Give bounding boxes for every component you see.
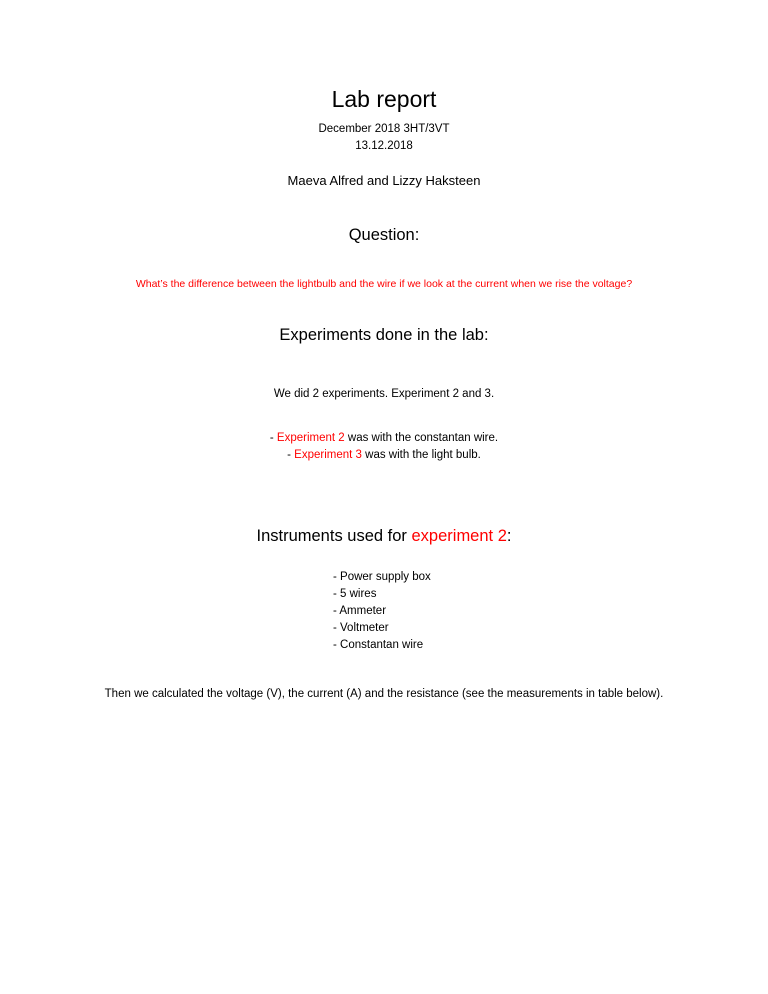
instruments-heading-prefix: Instruments used for: [256, 527, 412, 545]
instrument-item: - Ammeter: [333, 605, 387, 617]
experiments-intro: We did 2 experiments. Experiment 2 and 3.: [273, 388, 495, 400]
question-heading: Question:: [348, 226, 420, 244]
experiment-item-prefix: -: [287, 449, 295, 461]
experiment-item: [0, 447, 768, 463]
instruments-list: [333, 569, 431, 654]
experiment-item-text: was with the light bulb.: [361, 449, 481, 461]
instrument-item: - Power supply box: [333, 571, 431, 583]
calculation-paragraph: Then we calculated the voltage (V), the current (A) and the resistance (see the measurements in table below).: [104, 688, 664, 700]
instruments-heading-suffix: :: [506, 527, 512, 545]
question-text: What’s the difference between the lightbulb and the wire if we look at the current when we rise the voltage?: [135, 278, 633, 290]
instrument-item: - 5 wires: [333, 588, 377, 600]
experiment-item-prefix: -: [269, 432, 277, 444]
experiment-item-text: was with the constantan wire.: [344, 432, 499, 444]
instruments-heading: [0, 525, 768, 547]
document-date: 13.12.2018: [355, 140, 413, 152]
experiment-item: [0, 430, 768, 446]
experiment-item-name: Experiment 3: [294, 449, 362, 461]
document-authors: Maeva Alfred and Lizzy Haksteen: [287, 173, 481, 188]
experiment-item-name: Experiment 2: [276, 432, 345, 444]
experiments-heading: Experiments done in the lab:: [279, 326, 489, 344]
instrument-item: - Constantan wire: [333, 639, 424, 651]
document-date-class: December 2018 3HT/3VT: [318, 123, 450, 135]
instruments-heading-highlight: experiment 2: [411, 527, 507, 545]
document-title: Lab report: [331, 86, 437, 112]
instrument-item: - Voltmeter: [333, 622, 389, 634]
